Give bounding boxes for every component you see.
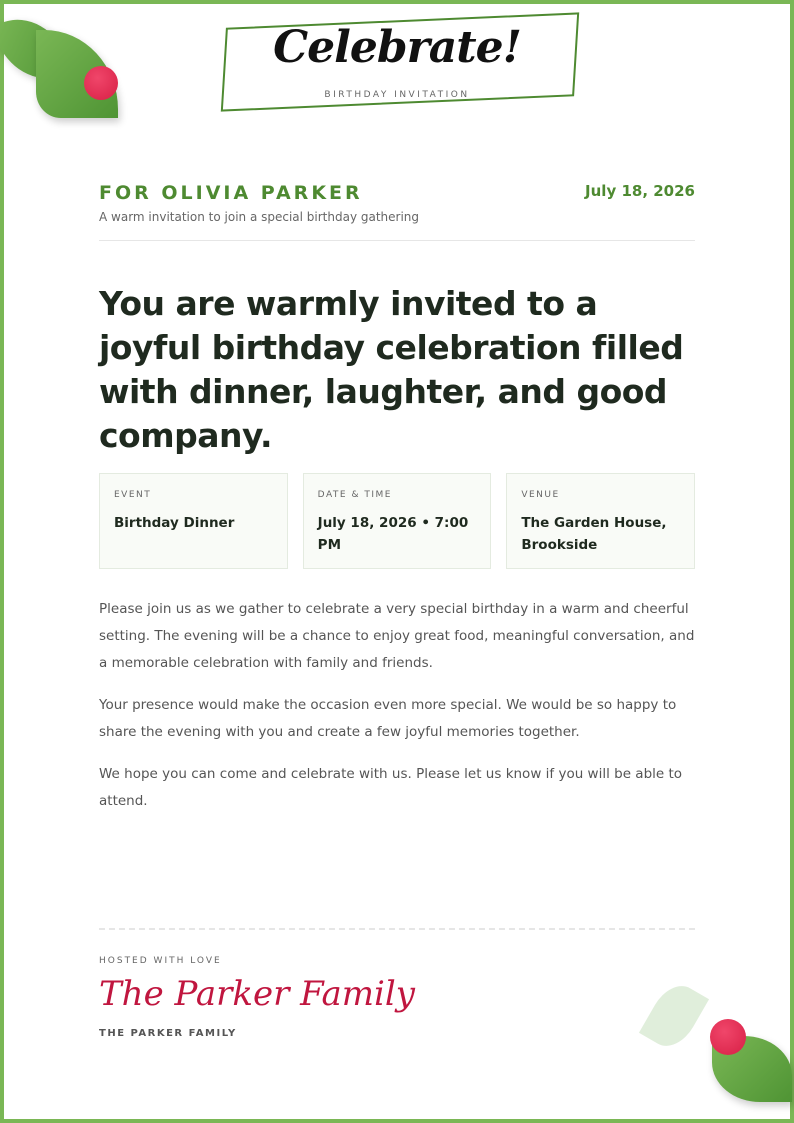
tagline: A warm invitation to join a special birthday gathering bbox=[99, 210, 420, 224]
detail-value: The Garden House, Brookside bbox=[521, 515, 667, 553]
recipient-label: FOR OLIVIA PARKER bbox=[99, 182, 363, 204]
detail-label: EVENT bbox=[114, 490, 152, 500]
title: Celebrate! bbox=[273, 22, 521, 73]
divider bbox=[99, 240, 695, 241]
detail-value: July 18, 2026 • 7:00 PM bbox=[317, 515, 469, 553]
paragraph: Please join us as we gather to celebrate a very special birthday in a warm and cheerful setting. The evening will be a chance to enjoy great food, meaningful conversation, and a memorable celebration with family and friends. bbox=[99, 601, 695, 671]
berry-decoration bbox=[710, 1019, 746, 1055]
detail-label: DATE & TIME bbox=[317, 490, 392, 500]
host-name: THE PARKER FAMILY bbox=[99, 1028, 237, 1039]
details-cards bbox=[99, 473, 695, 569]
paragraph: Your presence would make the occasion even more special. We would be so happy to share the evening with you and create a few joyful memories together. bbox=[99, 697, 677, 740]
footer-divider bbox=[99, 928, 695, 930]
detail-card-venue bbox=[506, 473, 695, 569]
detail-value: Birthday Dinner bbox=[114, 515, 235, 531]
detail-card-datetime bbox=[303, 473, 492, 569]
detail-card-event bbox=[99, 473, 288, 569]
subtitle: BIRTHDAY INVITATION bbox=[324, 90, 470, 100]
paragraph: We hope you can come and celebrate with us. Please let us know if you will be able to attend. bbox=[99, 766, 683, 809]
hosted-label: HOSTED WITH LOVE bbox=[99, 956, 222, 966]
invitation-body bbox=[99, 596, 695, 830]
invitation-date: July 18, 2026 bbox=[585, 182, 695, 200]
headline: You are warmly invited to a joyful birthday celebration filled with dinner, laughter, and good company. bbox=[99, 284, 684, 455]
signature: The Parker Family bbox=[99, 974, 415, 1014]
detail-label: VENUE bbox=[521, 490, 560, 500]
